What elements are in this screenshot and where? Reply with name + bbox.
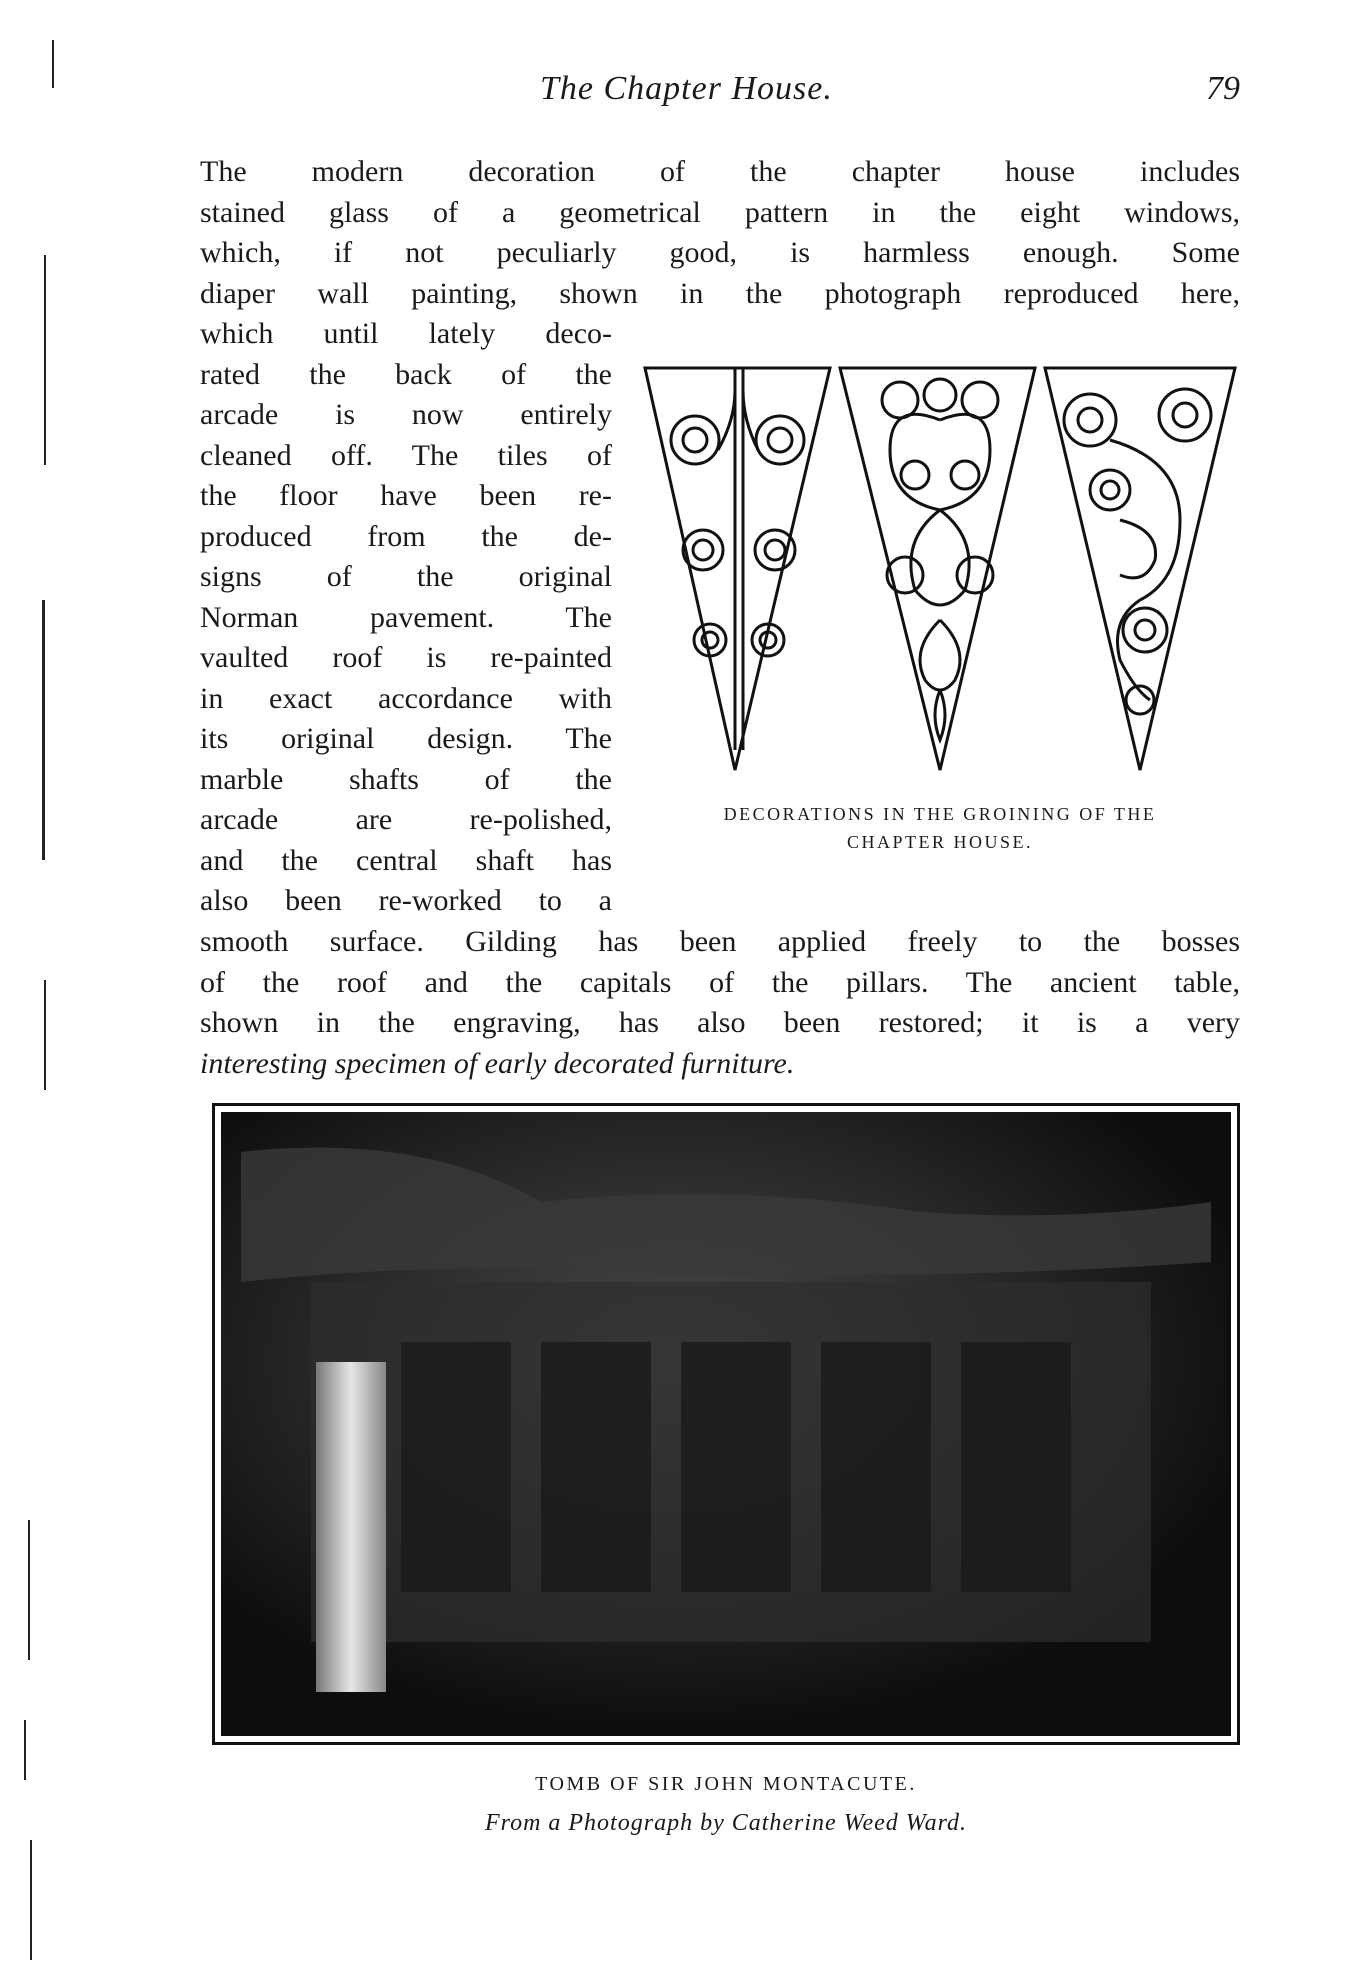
text-line-last: interesting specimen of early decorated furniture.: [200, 1046, 795, 1080]
text-line: The modern decoration of the chapter house includes: [200, 155, 1240, 188]
scan-edge-mark: [42, 600, 45, 860]
scan-edge-mark: [52, 40, 54, 88]
groining-panel-middle: [840, 368, 1035, 770]
paragraph-narrow-column: [200, 314, 612, 922]
scan-edge-mark: [30, 1840, 32, 1960]
lit-pillar: [316, 1362, 386, 1692]
text-line: which, if not peculiarly good, is harmless enough. Some: [200, 236, 1240, 269]
text-line: rated the back of the: [200, 357, 612, 391]
photo-credit: From a Photograph by Catherine Weed Ward.: [484, 1810, 968, 1836]
page-number: 79: [1206, 70, 1240, 107]
photo-plate: [221, 1112, 1231, 1736]
tomb-image: [221, 1112, 1227, 1732]
scan-edge-mark: [44, 255, 46, 465]
text-line: of the roof and the capitals of the pillars. The ancient table,: [200, 965, 1240, 999]
tomb-photograph: [212, 1103, 1240, 1745]
running-title: The Chapter House.: [540, 70, 833, 107]
text-line: vaulted roof is re-painted: [200, 641, 612, 674]
text-line: Norman pavement. The: [200, 600, 612, 634]
groining-caption-line: DECORATIONS IN THE GROINING OF THE: [723, 804, 1157, 824]
photo-caption: TOMB OF SIR JOHN MONTACUTE.: [535, 1773, 917, 1795]
paragraph-top: [200, 152, 1240, 314]
text-line: which until lately deco-: [200, 317, 612, 350]
groining-figure: [640, 360, 1240, 780]
running-head: [200, 70, 1240, 120]
paragraph-bottom: [200, 922, 1240, 1084]
scan-edge-mark: [44, 980, 46, 1090]
text-line: marble shafts of the: [200, 762, 612, 796]
text-line: smooth surface. Gilding has been applied freely to the bosses: [200, 925, 1240, 958]
text-line: produced from the de-: [200, 519, 612, 553]
text-line: signs of the original: [200, 560, 612, 593]
groining-caption-line: CHAPTER HOUSE.: [846, 832, 1033, 852]
text-line: its original design. The: [200, 722, 612, 755]
text-line: shown in the engraving, has also been restored; it is a very: [200, 1006, 1240, 1039]
scan-edge-mark: [24, 1720, 26, 1780]
text-line: arcade is now entirely: [200, 398, 612, 431]
groining-caption: [640, 800, 1240, 856]
text-line: in exact accordance with: [200, 681, 612, 715]
text-line: arcade are re-polished,: [200, 803, 612, 836]
text-line: and the central shaft has: [200, 843, 612, 877]
text-line: also been re-worked to a: [200, 884, 612, 917]
text-line: diaper wall painting, shown in the photograph reproduced here,: [200, 276, 1240, 310]
text-line: cleaned off. The tiles of: [200, 438, 612, 472]
text-line: stained glass of a geometrical pattern in the eight windows,: [200, 195, 1240, 229]
groining-illustration: [640, 360, 1240, 780]
scan-edge-mark: [28, 1520, 30, 1660]
text-line: the floor have been re-: [200, 479, 612, 512]
